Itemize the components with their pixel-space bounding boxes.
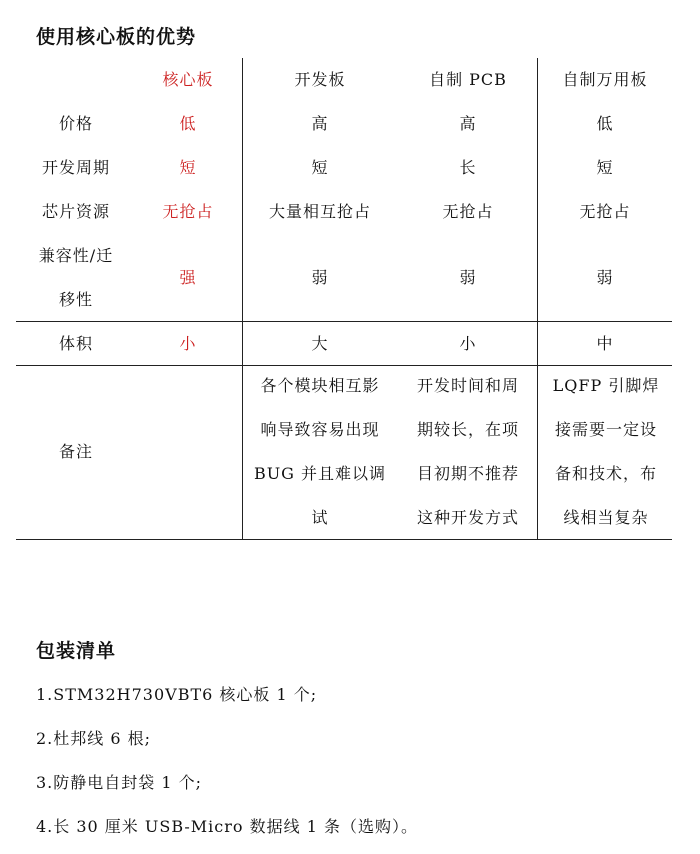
chip-resources-devboard: 大量相互抢占	[268, 202, 371, 221]
row-label-price: 价格	[58, 114, 93, 133]
row-label-chip-resources: 芯片资源	[41, 202, 110, 221]
packing-list-item: 3.防静电自封袋 1 个;	[36, 773, 203, 792]
compatibility-pcb: 弱	[459, 268, 477, 287]
price-perfboard: 低	[596, 114, 614, 133]
notes-devboard-line: 各个模块相互影	[260, 376, 380, 395]
size-perfboard: 中	[596, 334, 614, 353]
notes-perfboard-line: 线相当复杂	[563, 508, 649, 527]
table-divider-v1	[242, 58, 243, 539]
header-dev-board: 开发板	[294, 70, 346, 89]
size-core: 小	[179, 334, 197, 353]
price-core: 低	[179, 114, 197, 133]
notes-perfboard-line: LQFP 引脚焊	[552, 376, 660, 395]
notes-perfboard-line: 接需要一定设	[554, 420, 657, 439]
packing-list-title: 包装清单	[36, 640, 117, 662]
notes-pcb-line: 期较长，在项	[416, 420, 519, 439]
packing-list-item: 4.长 30 厘米 USB-Micro 数据线 1 条（选购）。	[36, 817, 418, 836]
notes-pcb-line: 这种开发方式	[416, 508, 519, 527]
notes-perfboard-line: 备和技术，布	[554, 464, 657, 483]
header-diy-perfboard: 自制万用板	[562, 70, 648, 89]
size-pcb: 小	[459, 334, 477, 353]
row-label-compatibility-line2: 移性	[58, 290, 93, 309]
row-label-dev-cycle: 开发周期	[41, 158, 110, 177]
notes-pcb-line: 开发时间和周	[416, 376, 519, 395]
compatibility-core: 强	[179, 268, 197, 287]
notes-devboard-line: 试	[311, 508, 329, 527]
size-devboard: 大	[311, 334, 329, 353]
page-title: 使用核心板的优势	[36, 26, 197, 48]
price-devboard: 高	[311, 114, 329, 133]
row-label-size: 体积	[58, 334, 93, 353]
chip-resources-pcb: 无抢占	[442, 202, 494, 221]
packing-list-item: 1.STM32H730VBT6 核心板 1 个;	[36, 685, 318, 704]
chip-resources-perfboard: 无抢占	[579, 202, 631, 221]
notes-devboard-line: BUG 并且难以调	[253, 464, 387, 483]
packing-list-item: 2.杜邦线 6 根;	[36, 729, 152, 748]
header-diy-pcb: 自制 PCB	[429, 70, 507, 89]
dev-cycle-perfboard: 短	[596, 158, 614, 177]
compatibility-devboard: 弱	[311, 268, 329, 287]
row-label-compatibility-line1: 兼容性/迁	[38, 246, 114, 265]
header-core-board: 核心板	[162, 70, 214, 89]
row-label-notes: 备注	[58, 442, 93, 461]
chip-resources-core: 无抢占	[162, 202, 214, 221]
price-pcb: 高	[459, 114, 477, 133]
notes-devboard-line: 响导致容易出现	[260, 420, 380, 439]
dev-cycle-core: 短	[179, 158, 197, 177]
compatibility-perfboard: 弱	[596, 268, 614, 287]
notes-pcb-line: 目初期不推荐	[416, 464, 519, 483]
dev-cycle-pcb: 长	[459, 158, 477, 177]
dev-cycle-devboard: 短	[311, 158, 329, 177]
